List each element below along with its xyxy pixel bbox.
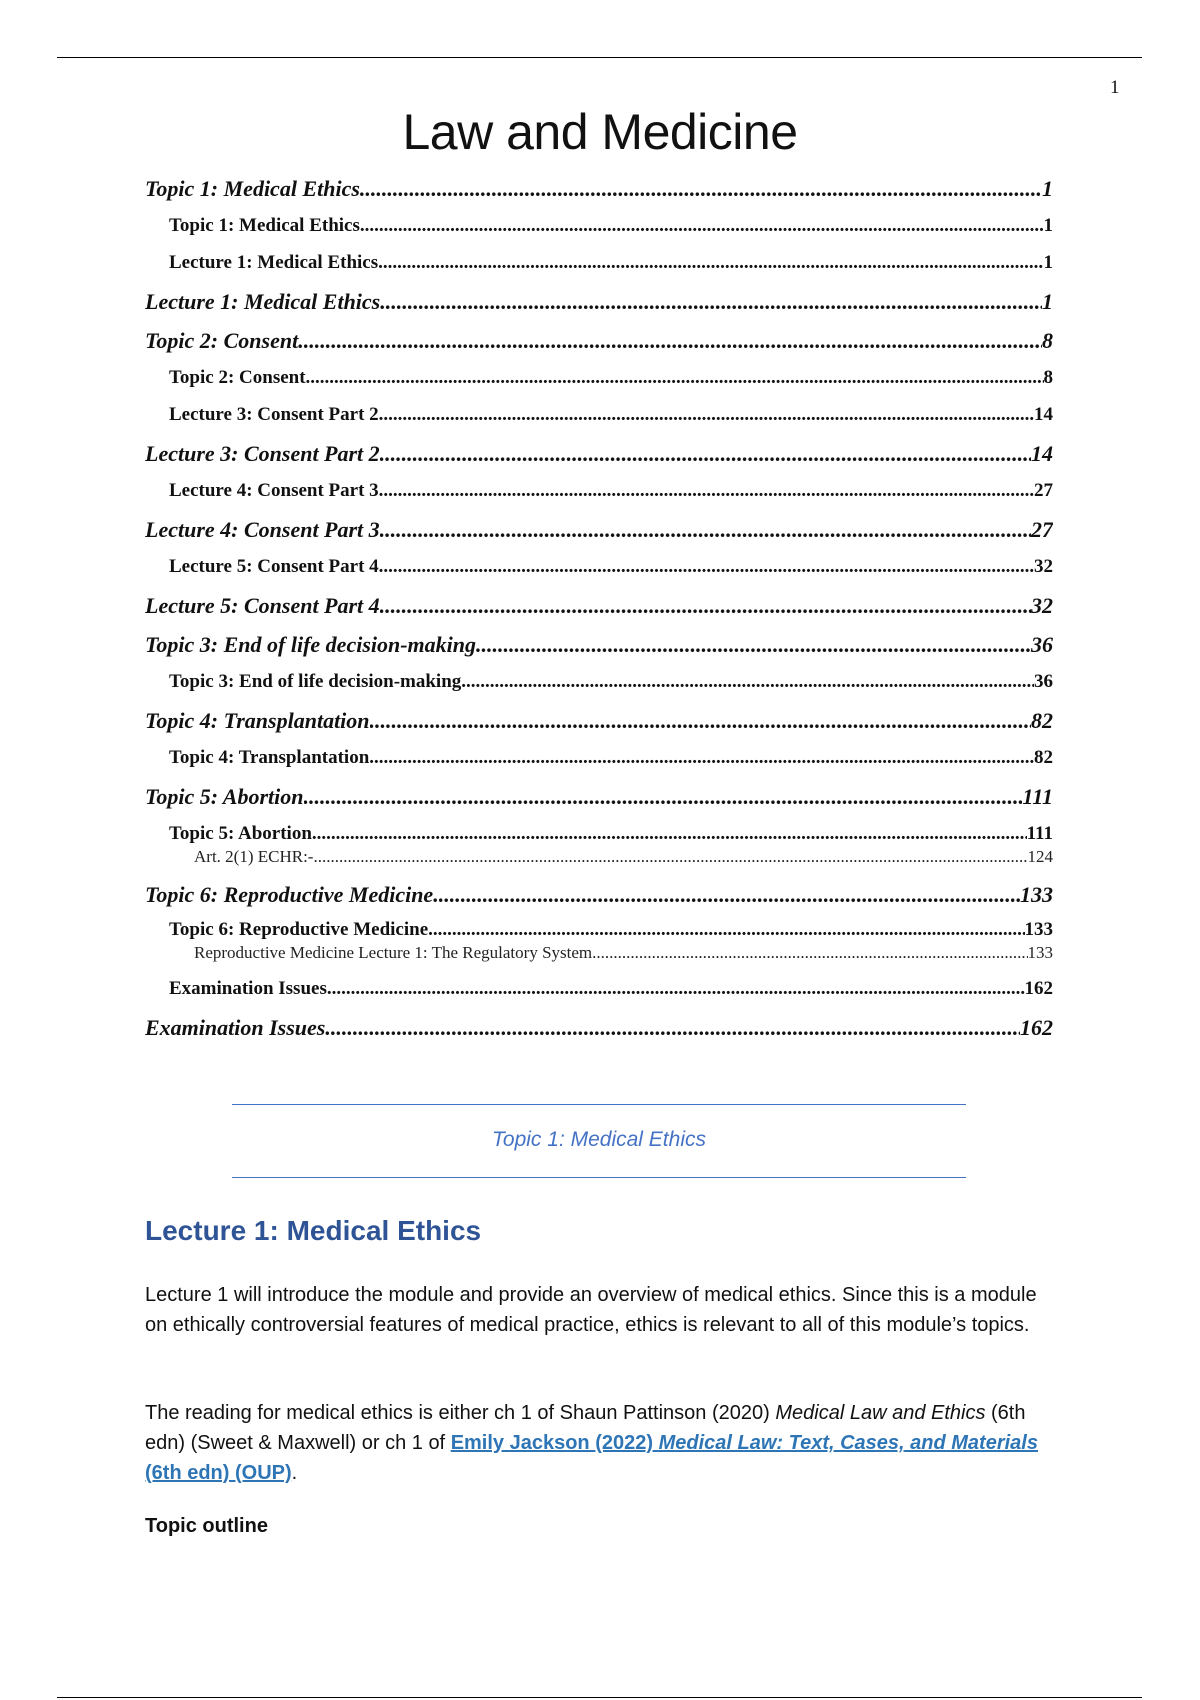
toc-leader-dots <box>379 480 1034 502</box>
toc-entry[interactable] <box>145 556 1053 593</box>
toc-entry-page: 27 <box>1031 517 1053 542</box>
toc-entry-title: Lecture 5: Consent Part 4 <box>145 593 380 618</box>
header-rule <box>57 57 1142 58</box>
toc-entry-title: Lecture 4: Consent Part 3 <box>145 517 380 542</box>
toc-entry-title: Topic 2: Consent <box>145 328 299 353</box>
toc-entry-title: Lecture 1: Medical Ethics <box>169 252 379 273</box>
toc-leader-dots <box>306 367 1044 389</box>
toc-entry-page: 36 <box>1034 671 1053 692</box>
toc-entry-title: Topic 6: Reproductive Medicine <box>169 919 429 940</box>
toc-entry-title: Lecture 3: Consent Part 2 <box>169 404 379 425</box>
toc-entry-title: Examination Issues <box>145 1015 326 1040</box>
toc-leader-dots <box>313 847 1027 867</box>
toc-leader-dots <box>428 919 1024 941</box>
toc-entry[interactable] <box>145 252 1053 289</box>
toc-leader-dots <box>461 671 1034 693</box>
toc-entry-title: Topic 3: End of life decision-making <box>145 632 477 657</box>
toc-entry[interactable] <box>145 517 1053 556</box>
toc-entry[interactable] <box>145 671 1053 708</box>
toc-entry[interactable] <box>145 367 1053 404</box>
toc-entry-page: 1 <box>1042 176 1053 201</box>
toc-entry[interactable] <box>145 882 1053 919</box>
toc-entry-page: 111 <box>1022 784 1053 809</box>
toc-entry-page: 124 <box>1027 847 1053 866</box>
link-details: (6th edn) (OUP) <box>145 1462 292 1484</box>
toc-entry[interactable] <box>145 978 1053 1015</box>
intro-paragraph: Lecture 1 will introduce the module and provide an overview of medical ethics. Since this is a module on ethically controversial features of medical practice, ethics is relevant to all of this module’s topics. <box>145 1284 1037 1336</box>
toc-leader-dots <box>379 404 1034 426</box>
reading-end: . <box>291 1462 298 1484</box>
toc-entry-page: 162 <box>1024 978 1053 999</box>
toc-entry-title: Lecture 5: Consent Part 4 <box>169 556 379 577</box>
toc-leader-dots <box>360 176 1042 202</box>
toc-entry-page: 111 <box>1026 823 1053 844</box>
toc-entry-title: Topic 2: Consent <box>169 367 306 388</box>
toc-entry-title: Reproductive Medicine Lecture 1: The Regulatory System <box>194 943 593 962</box>
toc-entry[interactable] <box>145 480 1053 517</box>
toc-entry-title: Topic 1: Medical Ethics <box>145 176 360 201</box>
toc-leader-dots <box>378 252 1043 274</box>
toc-leader-dots <box>327 978 1025 1000</box>
link-author: Emily Jackson (2022) <box>450 1432 659 1454</box>
toc-entry-title: Art. 2(1) ECHR:- <box>194 847 314 866</box>
toc-entry[interactable] <box>145 784 1053 823</box>
toc-entry[interactable] <box>145 289 1053 328</box>
toc-entry-title: Topic 3: End of life decision-making <box>169 671 462 692</box>
toc-entry-page: 133 <box>1027 943 1053 962</box>
toc-entry[interactable] <box>145 632 1053 671</box>
toc-leader-dots <box>592 943 1027 963</box>
toc-leader-dots <box>379 556 1034 578</box>
toc-entry-page: 82 <box>1034 747 1053 768</box>
link-title: Medical Law: Text, Cases, and Materials <box>658 1432 1038 1454</box>
toc-entry[interactable] <box>145 593 1053 632</box>
toc-leader-dots <box>312 823 1027 845</box>
toc-entry[interactable] <box>145 1015 1053 1054</box>
toc-entry-page: 1 <box>1043 215 1053 236</box>
document-title: Law and Medicine <box>402 104 798 160</box>
toc-entry-page: 36 <box>1031 632 1053 657</box>
toc-entry-title: Topic 5: Abortion <box>169 823 312 844</box>
toc-entry-title: Topic 4: Transplantation <box>145 708 370 733</box>
toc-entry-title: Lecture 4: Consent Part 3 <box>169 480 379 501</box>
page-number: 1 <box>1110 77 1120 98</box>
toc-entry-page: 1 <box>1043 252 1053 273</box>
toc-entry-page: 1 <box>1042 289 1053 314</box>
toc-entry-page: 32 <box>1034 556 1053 577</box>
toc-entry[interactable] <box>145 404 1053 441</box>
reading-intro: The reading for medical ethics is either ch 1 of Shaun Pattinson (2020) <box>145 1402 776 1424</box>
toc-entry-title: Lecture 3: Consent Part 2 <box>145 441 380 466</box>
toc-leader-dots <box>380 517 1031 543</box>
toc-leader-dots <box>476 632 1031 658</box>
toc-leader-dots <box>304 784 1023 810</box>
toc-leader-dots <box>380 441 1031 467</box>
toc-entry-title: Examination Issues <box>169 978 327 999</box>
toc-entry-page: 162 <box>1020 1015 1053 1040</box>
toc-leader-dots <box>360 215 1044 237</box>
toc-entry[interactable] <box>145 215 1053 252</box>
topic-header: Topic 1: Medical Ethics <box>232 1104 966 1178</box>
toc-entry[interactable] <box>145 919 1053 943</box>
toc-entry-title: Topic 5: Abortion <box>145 784 304 809</box>
toc-entry-page: 8 <box>1042 328 1053 353</box>
toc-leader-dots <box>370 708 1031 734</box>
toc-entry[interactable] <box>145 441 1053 480</box>
toc-entry-page: 133 <box>1020 882 1053 907</box>
reading-paragraph <box>145 1398 1055 1488</box>
toc-entry[interactable] <box>145 708 1053 747</box>
book1-details: (6th edn) (Sweet & Maxwell) or ch 1 of <box>145 1402 1026 1454</box>
toc-entry[interactable] <box>145 328 1053 367</box>
footer-rule <box>57 1697 1142 1698</box>
toc-entry-page: 8 <box>1043 367 1053 388</box>
toc-entry-title: Topic 6: Reproductive Medicine <box>145 882 434 907</box>
toc-entry-page: 14 <box>1031 441 1053 466</box>
toc-entry[interactable] <box>145 176 1053 215</box>
toc-leader-dots <box>380 289 1042 315</box>
toc-leader-dots <box>380 593 1031 619</box>
toc-entry-page: 32 <box>1031 593 1053 618</box>
toc-leader-dots <box>433 882 1020 908</box>
topic-outline-heading: Topic outline <box>145 1515 268 1537</box>
toc-entry-page: 82 <box>1031 708 1053 733</box>
toc-entry-page: 27 <box>1034 480 1053 501</box>
toc-entry[interactable] <box>145 823 1053 847</box>
toc-entry[interactable] <box>145 847 1053 882</box>
table-of-contents <box>145 176 1053 1054</box>
toc-leader-dots <box>298 328 1042 354</box>
toc-entry-title: Topic 4: Transplantation <box>169 747 370 768</box>
toc-entry[interactable] <box>145 943 1053 978</box>
toc-leader-dots <box>325 1015 1020 1041</box>
toc-entry-page: 14 <box>1034 404 1053 425</box>
toc-entry-page: 133 <box>1024 919 1053 940</box>
toc-entry-title: Topic 1: Medical Ethics <box>169 215 360 236</box>
toc-entry-title: Lecture 1: Medical Ethics <box>145 289 381 314</box>
book1-title: Medical Law and Ethics <box>775 1402 986 1424</box>
toc-entry[interactable] <box>145 747 1053 784</box>
lecture-heading: Lecture 1: Medical Ethics <box>145 1215 482 1246</box>
toc-leader-dots <box>369 747 1034 769</box>
